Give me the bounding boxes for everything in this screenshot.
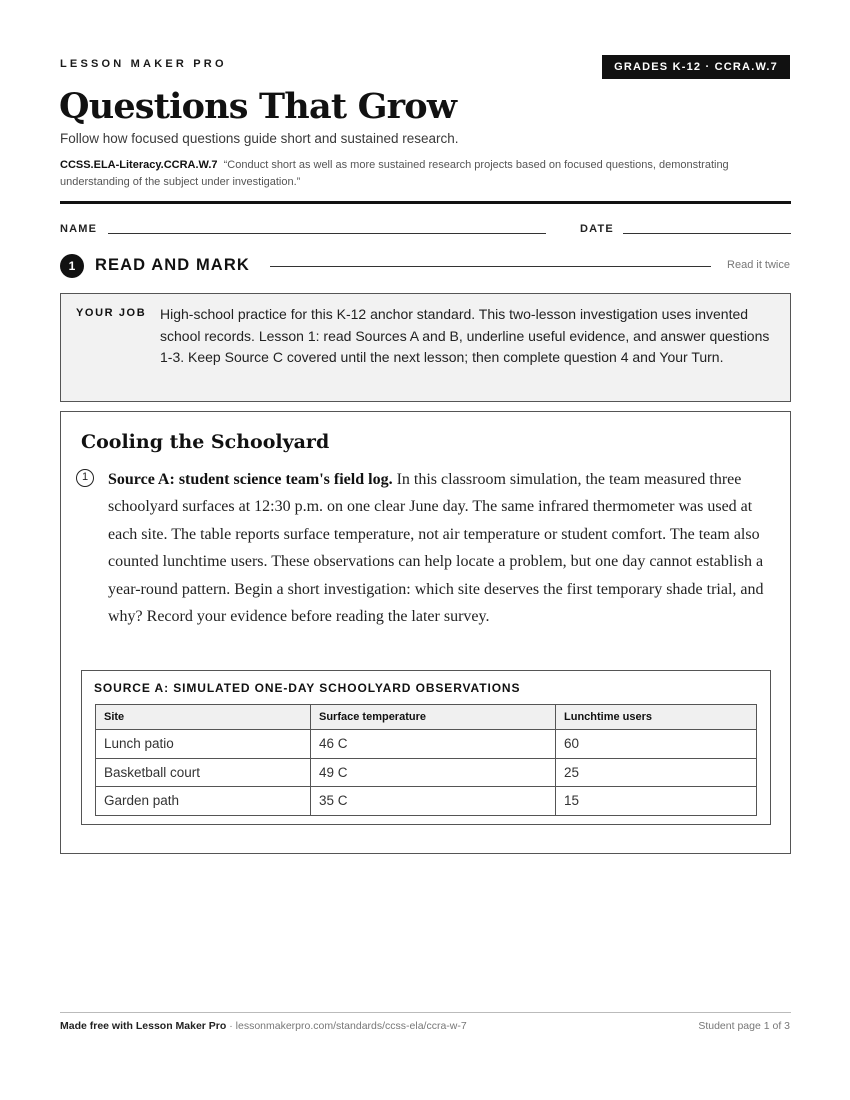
source-a-box: [81, 670, 771, 825]
table-row: [96, 758, 757, 787]
your-job-box: [60, 293, 791, 402]
cell-site: Lunch patio: [96, 730, 311, 759]
header-divider: [60, 201, 791, 204]
section-title: READ AND MARK: [95, 256, 250, 274]
standard-code: CCSS.ELA-Literacy.CCRA.W.7: [60, 159, 218, 171]
standard-statement: [60, 157, 795, 191]
table-row: [96, 730, 757, 759]
paragraph-number-badge: 1: [76, 469, 94, 487]
name-field[interactable]: [108, 233, 546, 234]
footer-url[interactable]: · lessonmakerpro.com/standards/ccss-ela/ccra-w-7: [226, 1020, 467, 1032]
column-header-site: Site: [96, 705, 311, 730]
section-note: Read it twice: [727, 259, 790, 271]
grade-badge: GRADES K-12 · CCRA.W.7: [602, 55, 790, 79]
cell-surface-temperature: 46 C: [311, 730, 556, 759]
date-field[interactable]: [623, 233, 791, 234]
cell-lunchtime-users: 60: [556, 730, 757, 759]
cell-lunchtime-users: 15: [556, 787, 757, 816]
footer-credit: [60, 1020, 467, 1032]
cell-surface-temperature: 49 C: [311, 758, 556, 787]
cell-surface-temperature: 35 C: [311, 787, 556, 816]
column-header-lunchtime-users: Lunchtime users: [556, 705, 757, 730]
brand-name: LESSON MAKER PRO: [60, 58, 227, 70]
footer-divider: [60, 1012, 791, 1013]
reading-passage-box: [60, 411, 791, 854]
section-rule: [270, 266, 711, 267]
reading-title: Cooling the Schoolyard: [81, 431, 330, 453]
cell-site: Basketball court: [96, 758, 311, 787]
cell-site: Garden path: [96, 787, 311, 816]
your-job-label: YOUR JOB: [76, 307, 147, 319]
table-row: [96, 787, 757, 816]
column-header-surface-temperature: Surface temperature: [311, 705, 556, 730]
date-label: DATE: [580, 223, 614, 235]
section-number-badge: 1: [60, 254, 84, 278]
table-header-row: [96, 705, 757, 730]
footer-made-with: Made free with Lesson Maker Pro: [60, 1020, 227, 1032]
footer-page-number: Student page 1 of 3: [698, 1020, 790, 1032]
page-subtitle: Follow how focused questions guide short and sustained research.: [60, 131, 459, 146]
cell-lunchtime-users: 25: [556, 758, 757, 787]
paragraph-body: In this classroom simulation, the team measured three schoolyard surfaces at 12:30 p.m. on one clear June day. The same infrared thermometer was used at each site. The table reports surface temperature, not air temperature or student comfort. The team also counted lunchtime users. These observations can help locate a problem, but one day cannot establish a year-round pattern. Begin a short investigation: which site deserves the first temporary shade trial, and why? Record your evidence before reading the later survey.: [108, 471, 764, 626]
page-title: Questions That Grow: [59, 86, 457, 127]
name-label: NAME: [60, 223, 98, 235]
standard-quote: “Conduct short as well as more sustained research projects based on focused questions, demonstrating understanding of the subject under investigation.”: [60, 159, 729, 188]
observations-table: [95, 704, 757, 816]
source-a-title: SOURCE A: SIMULATED ONE-DAY SCHOOLYARD OBSERVATIONS: [94, 681, 521, 695]
source-a-paragraph: [108, 466, 778, 630]
paragraph-lead: Source A: student science team's field log.: [108, 471, 393, 488]
your-job-text: High-school practice for this K-12 anchor standard. This two-lesson investigation uses invented school records. Lesson 1: read Sources A and B, underline useful evidence, and answer questions 1-3. Keep Source C covered until the next lesson; then complete question 4 and Your Turn.: [160, 306, 770, 366]
